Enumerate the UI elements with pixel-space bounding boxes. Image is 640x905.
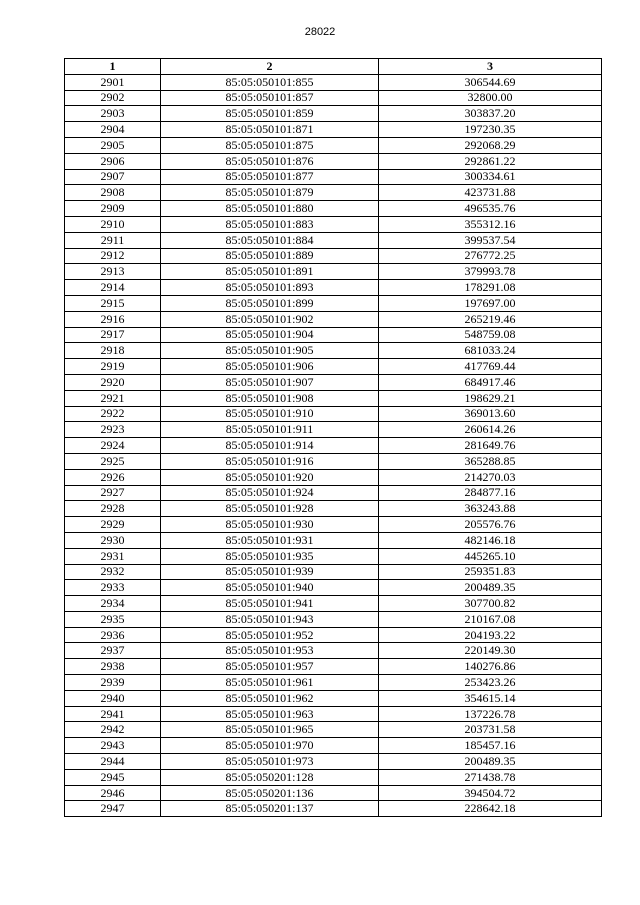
table-row bbox=[65, 769, 602, 785]
row-number-cell: 2931 bbox=[65, 548, 161, 564]
row-number-cell: 2920 bbox=[65, 374, 161, 390]
row-number-cell: 2927 bbox=[65, 485, 161, 501]
row-number-cell: 2912 bbox=[65, 248, 161, 264]
table-row bbox=[65, 106, 602, 122]
table-row bbox=[65, 264, 602, 280]
cadastral-number-cell: 85:05:050101:962 bbox=[161, 690, 379, 706]
table-row bbox=[65, 90, 602, 106]
value-cell: 423731.88 bbox=[379, 185, 602, 201]
table-row bbox=[65, 517, 602, 533]
value-cell: 197230.35 bbox=[379, 122, 602, 138]
value-cell: 203731.58 bbox=[379, 722, 602, 738]
cadastral-number-cell: 85:05:050101:943 bbox=[161, 611, 379, 627]
cadastral-number-cell: 85:05:050101:904 bbox=[161, 327, 379, 343]
value-cell: 265219.46 bbox=[379, 311, 602, 327]
table-row bbox=[65, 185, 602, 201]
value-cell: 363243.88 bbox=[379, 501, 602, 517]
table-row bbox=[65, 280, 602, 296]
cadastral-number-cell: 85:05:050101:880 bbox=[161, 201, 379, 217]
cadastral-number-cell: 85:05:050101:939 bbox=[161, 564, 379, 580]
value-cell: 253423.26 bbox=[379, 675, 602, 691]
table-row bbox=[65, 690, 602, 706]
value-cell: 197697.00 bbox=[379, 295, 602, 311]
page-number: 28022 bbox=[304, 26, 336, 38]
cadastral-number-cell: 85:05:050101:965 bbox=[161, 722, 379, 738]
value-cell: 482146.18 bbox=[379, 532, 602, 548]
row-number-cell: 2919 bbox=[65, 359, 161, 375]
value-cell: 32800.00 bbox=[379, 90, 602, 106]
value-cell: 271438.78 bbox=[379, 769, 602, 785]
cadastral-number-cell: 85:05:050101:941 bbox=[161, 596, 379, 612]
cadastral-number-cell: 85:05:050101:928 bbox=[161, 501, 379, 517]
table-row bbox=[65, 374, 602, 390]
value-cell: 306544.69 bbox=[379, 74, 602, 90]
value-cell: 548759.08 bbox=[379, 327, 602, 343]
table-row bbox=[65, 216, 602, 232]
row-number-cell: 2924 bbox=[65, 438, 161, 454]
cadastral-number-cell: 85:05:050101:907 bbox=[161, 374, 379, 390]
cadastral-number-cell: 85:05:050201:128 bbox=[161, 769, 379, 785]
table-row bbox=[65, 359, 602, 375]
table-row bbox=[65, 532, 602, 548]
cadastral-number-cell: 85:05:050101:857 bbox=[161, 90, 379, 106]
value-cell: 365288.85 bbox=[379, 453, 602, 469]
table-row bbox=[65, 438, 602, 454]
value-cell: 276772.25 bbox=[379, 248, 602, 264]
value-cell: 204193.22 bbox=[379, 627, 602, 643]
table-row bbox=[65, 596, 602, 612]
table-row bbox=[65, 611, 602, 627]
cadastral-number-cell: 85:05:050101:957 bbox=[161, 659, 379, 675]
value-cell: 178291.08 bbox=[379, 280, 602, 296]
table-row bbox=[65, 122, 602, 138]
row-number-cell: 2946 bbox=[65, 785, 161, 801]
table-row bbox=[65, 485, 602, 501]
table-row bbox=[65, 153, 602, 169]
cadastral-number-cell: 85:05:050101:961 bbox=[161, 675, 379, 691]
row-number-cell: 2901 bbox=[65, 74, 161, 90]
table-row bbox=[65, 343, 602, 359]
row-number-cell: 2947 bbox=[65, 801, 161, 817]
row-number-cell: 2943 bbox=[65, 738, 161, 754]
value-cell: 140276.86 bbox=[379, 659, 602, 675]
value-cell: 205576.76 bbox=[379, 517, 602, 533]
cadastral-number-cell: 85:05:050101:893 bbox=[161, 280, 379, 296]
row-number-cell: 2935 bbox=[65, 611, 161, 627]
table-row bbox=[65, 754, 602, 770]
table-row bbox=[65, 627, 602, 643]
cadastral-number-cell: 85:05:050101:920 bbox=[161, 469, 379, 485]
table-row bbox=[65, 548, 602, 564]
cadastral-number-cell: 85:05:050101:891 bbox=[161, 264, 379, 280]
table-row bbox=[65, 738, 602, 754]
value-cell: 214270.03 bbox=[379, 469, 602, 485]
row-number-cell: 2923 bbox=[65, 422, 161, 438]
row-number-cell: 2942 bbox=[65, 722, 161, 738]
table-row bbox=[65, 311, 602, 327]
row-number-cell: 2937 bbox=[65, 643, 161, 659]
row-number-cell: 2911 bbox=[65, 232, 161, 248]
cadastral-number-cell: 85:05:050101:930 bbox=[161, 517, 379, 533]
row-number-cell: 2925 bbox=[65, 453, 161, 469]
row-number-cell: 2907 bbox=[65, 169, 161, 185]
row-number-cell: 2932 bbox=[65, 564, 161, 580]
cadastral-number-cell: 85:05:050101:940 bbox=[161, 580, 379, 596]
cadastral-number-cell: 85:05:050101:859 bbox=[161, 106, 379, 122]
row-number-cell: 2921 bbox=[65, 390, 161, 406]
cadastral-number-cell: 85:05:050101:911 bbox=[161, 422, 379, 438]
value-cell: 684917.46 bbox=[379, 374, 602, 390]
table-row bbox=[65, 564, 602, 580]
row-number-cell: 2905 bbox=[65, 137, 161, 153]
table-header bbox=[65, 59, 602, 75]
cadastral-number-cell: 85:05:050101:931 bbox=[161, 532, 379, 548]
cadastral-number-cell: 85:05:050101:871 bbox=[161, 122, 379, 138]
cadastral-number-cell: 85:05:050101:899 bbox=[161, 295, 379, 311]
header-row bbox=[65, 59, 602, 75]
cadastral-number-cell: 85:05:050101:879 bbox=[161, 185, 379, 201]
table-row bbox=[65, 785, 602, 801]
value-cell: 200489.35 bbox=[379, 580, 602, 596]
table-body bbox=[65, 74, 602, 816]
row-number-cell: 2902 bbox=[65, 90, 161, 106]
value-cell: 281649.76 bbox=[379, 438, 602, 454]
table-row bbox=[65, 659, 602, 675]
cadastral-number-cell: 85:05:050101:876 bbox=[161, 153, 379, 169]
row-number-cell: 2930 bbox=[65, 532, 161, 548]
row-number-cell: 2918 bbox=[65, 343, 161, 359]
row-number-cell: 2939 bbox=[65, 675, 161, 691]
row-number-cell: 2929 bbox=[65, 517, 161, 533]
table-row bbox=[65, 801, 602, 817]
value-cell: 496535.76 bbox=[379, 201, 602, 217]
cadastral-number-cell: 85:05:050101:924 bbox=[161, 485, 379, 501]
table-row bbox=[65, 327, 602, 343]
row-number-cell: 2928 bbox=[65, 501, 161, 517]
table-row bbox=[65, 722, 602, 738]
table-row bbox=[65, 706, 602, 722]
column-header-3: 3 bbox=[379, 59, 602, 75]
value-cell: 300334.61 bbox=[379, 169, 602, 185]
cadastral-number-cell: 85:05:050101:963 bbox=[161, 706, 379, 722]
row-number-cell: 2916 bbox=[65, 311, 161, 327]
value-cell: 303837.20 bbox=[379, 106, 602, 122]
table-row bbox=[65, 232, 602, 248]
cadastral-number-cell: 85:05:050101:905 bbox=[161, 343, 379, 359]
value-cell: 292861.22 bbox=[379, 153, 602, 169]
cadastral-number-cell: 85:05:050201:137 bbox=[161, 801, 379, 817]
table-row bbox=[65, 453, 602, 469]
row-number-cell: 2926 bbox=[65, 469, 161, 485]
table-row bbox=[65, 137, 602, 153]
value-cell: 284877.16 bbox=[379, 485, 602, 501]
value-cell: 185457.16 bbox=[379, 738, 602, 754]
row-number-cell: 2933 bbox=[65, 580, 161, 596]
row-number-cell: 2922 bbox=[65, 406, 161, 422]
cadastral-number-cell: 85:05:050101:916 bbox=[161, 453, 379, 469]
value-cell: 200489.35 bbox=[379, 754, 602, 770]
row-number-cell: 2906 bbox=[65, 153, 161, 169]
value-cell: 354615.14 bbox=[379, 690, 602, 706]
row-number-cell: 2944 bbox=[65, 754, 161, 770]
value-cell: 369013.60 bbox=[379, 406, 602, 422]
table-row bbox=[65, 295, 602, 311]
value-cell: 220149.30 bbox=[379, 643, 602, 659]
cadastral-number-cell: 85:05:050101:906 bbox=[161, 359, 379, 375]
cadastral-number-cell: 85:05:050101:952 bbox=[161, 627, 379, 643]
cadastral-number-cell: 85:05:050201:136 bbox=[161, 785, 379, 801]
cadastral-number-cell: 85:05:050101:935 bbox=[161, 548, 379, 564]
value-cell: 210167.08 bbox=[379, 611, 602, 627]
row-number-cell: 2910 bbox=[65, 216, 161, 232]
table-row bbox=[65, 643, 602, 659]
value-cell: 355312.16 bbox=[379, 216, 602, 232]
registry-table bbox=[64, 58, 602, 817]
value-cell: 292068.29 bbox=[379, 137, 602, 153]
table-row bbox=[65, 406, 602, 422]
table-row bbox=[65, 501, 602, 517]
table-row bbox=[65, 390, 602, 406]
row-number-cell: 2936 bbox=[65, 627, 161, 643]
value-cell: 681033.24 bbox=[379, 343, 602, 359]
table-row bbox=[65, 422, 602, 438]
row-number-cell: 2908 bbox=[65, 185, 161, 201]
row-number-cell: 2934 bbox=[65, 596, 161, 612]
value-cell: 137226.78 bbox=[379, 706, 602, 722]
column-header-1: 1 bbox=[65, 59, 161, 75]
cadastral-number-cell: 85:05:050101:973 bbox=[161, 754, 379, 770]
cadastral-number-cell: 85:05:050101:875 bbox=[161, 137, 379, 153]
column-header-2: 2 bbox=[161, 59, 379, 75]
row-number-cell: 2938 bbox=[65, 659, 161, 675]
table-row bbox=[65, 201, 602, 217]
cadastral-number-cell: 85:05:050101:914 bbox=[161, 438, 379, 454]
table-row bbox=[65, 580, 602, 596]
value-cell: 259351.83 bbox=[379, 564, 602, 580]
value-cell: 307700.82 bbox=[379, 596, 602, 612]
table-row bbox=[65, 469, 602, 485]
value-cell: 394504.72 bbox=[379, 785, 602, 801]
cadastral-number-cell: 85:05:050101:877 bbox=[161, 169, 379, 185]
value-cell: 260614.26 bbox=[379, 422, 602, 438]
cadastral-number-cell: 85:05:050101:855 bbox=[161, 74, 379, 90]
row-number-cell: 2903 bbox=[65, 106, 161, 122]
row-number-cell: 2941 bbox=[65, 706, 161, 722]
row-number-cell: 2940 bbox=[65, 690, 161, 706]
cadastral-number-cell: 85:05:050101:970 bbox=[161, 738, 379, 754]
value-cell: 399537.54 bbox=[379, 232, 602, 248]
cadastral-number-cell: 85:05:050101:902 bbox=[161, 311, 379, 327]
cadastral-number-cell: 85:05:050101:889 bbox=[161, 248, 379, 264]
row-number-cell: 2914 bbox=[65, 280, 161, 296]
value-cell: 379993.78 bbox=[379, 264, 602, 280]
cadastral-number-cell: 85:05:050101:884 bbox=[161, 232, 379, 248]
table-row bbox=[65, 675, 602, 691]
value-cell: 445265.10 bbox=[379, 548, 602, 564]
row-number-cell: 2913 bbox=[65, 264, 161, 280]
cadastral-number-cell: 85:05:050101:910 bbox=[161, 406, 379, 422]
cadastral-number-cell: 85:05:050101:953 bbox=[161, 643, 379, 659]
table-row bbox=[65, 74, 602, 90]
row-number-cell: 2909 bbox=[65, 201, 161, 217]
value-cell: 228642.18 bbox=[379, 801, 602, 817]
value-cell: 198629.21 bbox=[379, 390, 602, 406]
value-cell: 417769.44 bbox=[379, 359, 602, 375]
row-number-cell: 2904 bbox=[65, 122, 161, 138]
row-number-cell: 2917 bbox=[65, 327, 161, 343]
row-number-cell: 2945 bbox=[65, 769, 161, 785]
cadastral-number-cell: 85:05:050101:883 bbox=[161, 216, 379, 232]
cadastral-number-cell: 85:05:050101:908 bbox=[161, 390, 379, 406]
table-row bbox=[65, 248, 602, 264]
table-row bbox=[65, 169, 602, 185]
row-number-cell: 2915 bbox=[65, 295, 161, 311]
